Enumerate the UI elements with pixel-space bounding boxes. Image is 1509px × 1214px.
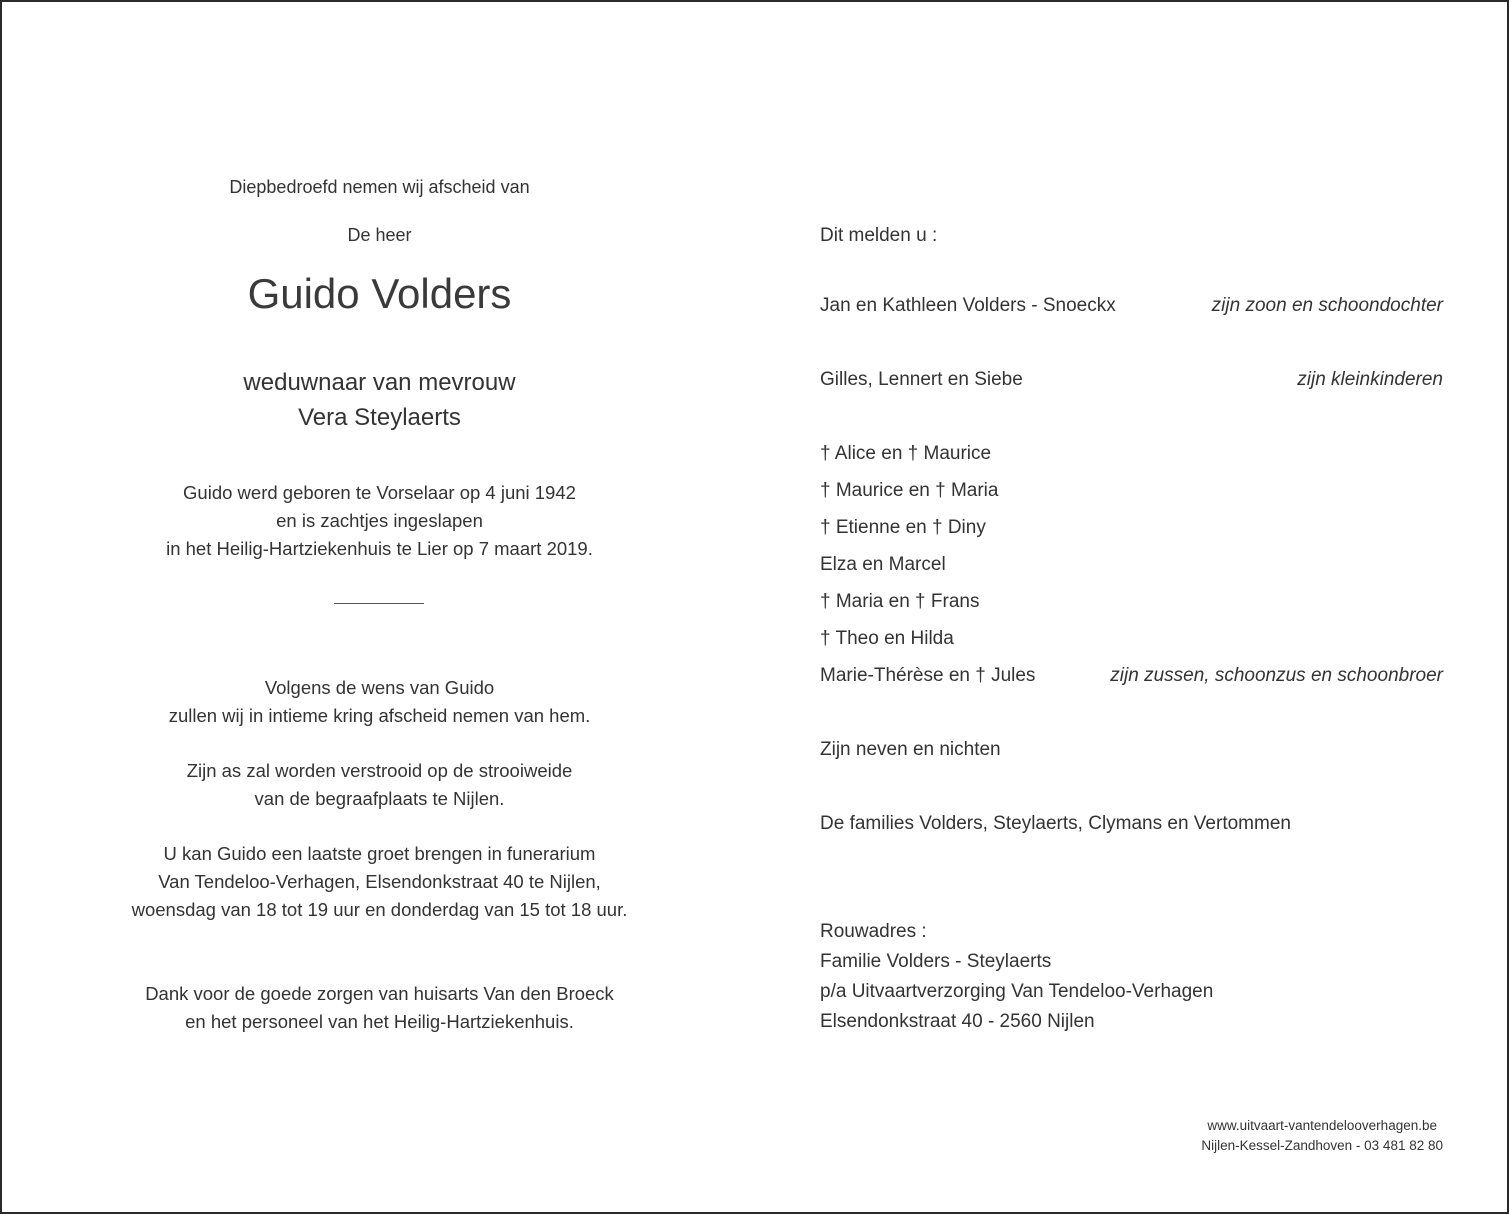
announce-text: Dit melden u : <box>820 225 938 246</box>
intro-text: Diepbedroefd nemen wij afscheid van <box>229 177 530 197</box>
family-names: † Maria en † Frans <box>820 591 980 612</box>
family-names: † Maurice en † Maria <box>820 480 999 501</box>
family-names: Gilles, Lennert en Siebe <box>820 369 1023 390</box>
funeral-home-website: www.uitvaart-vantendelooverhagen.be <box>1207 1118 1437 1133</box>
divider-line <box>334 603 424 604</box>
thanks-line-2: en het personeel van het Heilig-Hartziekenhuis. <box>185 1011 574 1032</box>
family-names: Elza en Marcel <box>820 554 946 575</box>
funeral-home-phone: Nijlen-Kessel-Zandhoven - 03 481 82 80 <box>1201 1138 1443 1153</box>
family-names: Marie-Thérèse en † Jules <box>820 665 1036 686</box>
family-names: † Etienne en † Diny <box>820 517 986 538</box>
visit-line-1: U kan Guido een laatste groet brengen in funerarium <box>163 843 596 864</box>
widower-line-1: weduwnaar van mevrouw <box>243 369 516 396</box>
wish-line-2: zullen wij in intieme kring afscheid nemen van hem. <box>168 705 591 726</box>
address-line-1: Familie Volders - Steylaerts <box>820 951 1052 972</box>
deceased-name: Guido Volders <box>247 270 512 317</box>
family-names: † Theo en Hilda <box>820 628 954 649</box>
address-label: Rouwadres : <box>820 921 927 942</box>
family-relation: zijn zoon en schoondochter <box>1211 295 1443 316</box>
visit-line-3: woensdag van 18 tot 19 uur en donderdag van 15 tot 18 uur. <box>131 899 628 920</box>
family-relation: zijn kleinkinderen <box>1297 369 1443 390</box>
address-line-3: Elsendonkstraat 40 - 2560 Nijlen <box>820 1011 1095 1032</box>
family-names: De families Volders, Steylaerts, Clymans en Vertommen <box>820 813 1291 834</box>
birth-line-2: en is zachtjes ingeslapen <box>276 510 483 531</box>
ashes-line-1: Zijn as zal worden verstrooid op de strooiweide <box>186 760 573 781</box>
thanks-line-1: Dank voor de goede zorgen van huisarts Van den Broeck <box>145 983 614 1004</box>
family-names: Zijn neven en nichten <box>820 739 1001 760</box>
visit-line-2: Van Tendeloo-Verhagen, Elsendonkstraat 40 te Nijlen, <box>158 871 601 892</box>
salutation: De heer <box>347 225 412 245</box>
birth-line-1: Guido werd geboren te Vorselaar op 4 juni 1942 <box>183 482 576 503</box>
ashes-line-2: van de begraafplaats te Nijlen. <box>254 788 505 809</box>
address-line-2: p/a Uitvaartverzorging Van Tendeloo-Verhagen <box>820 981 1214 1002</box>
family-names: Jan en Kathleen Volders - Snoeckx <box>820 295 1116 316</box>
family-relation: zijn zussen, schoonzus en schoonbroer <box>1110 665 1443 686</box>
wish-line-1: Volgens de wens van Guido <box>264 677 495 698</box>
birth-line-3: in het Heilig-Hartziekenhuis te Lier op 7 maart 2019. <box>166 538 593 559</box>
widower-line-2: Vera Steylaerts <box>298 404 461 431</box>
family-names: † Alice en † Maurice <box>820 443 992 464</box>
